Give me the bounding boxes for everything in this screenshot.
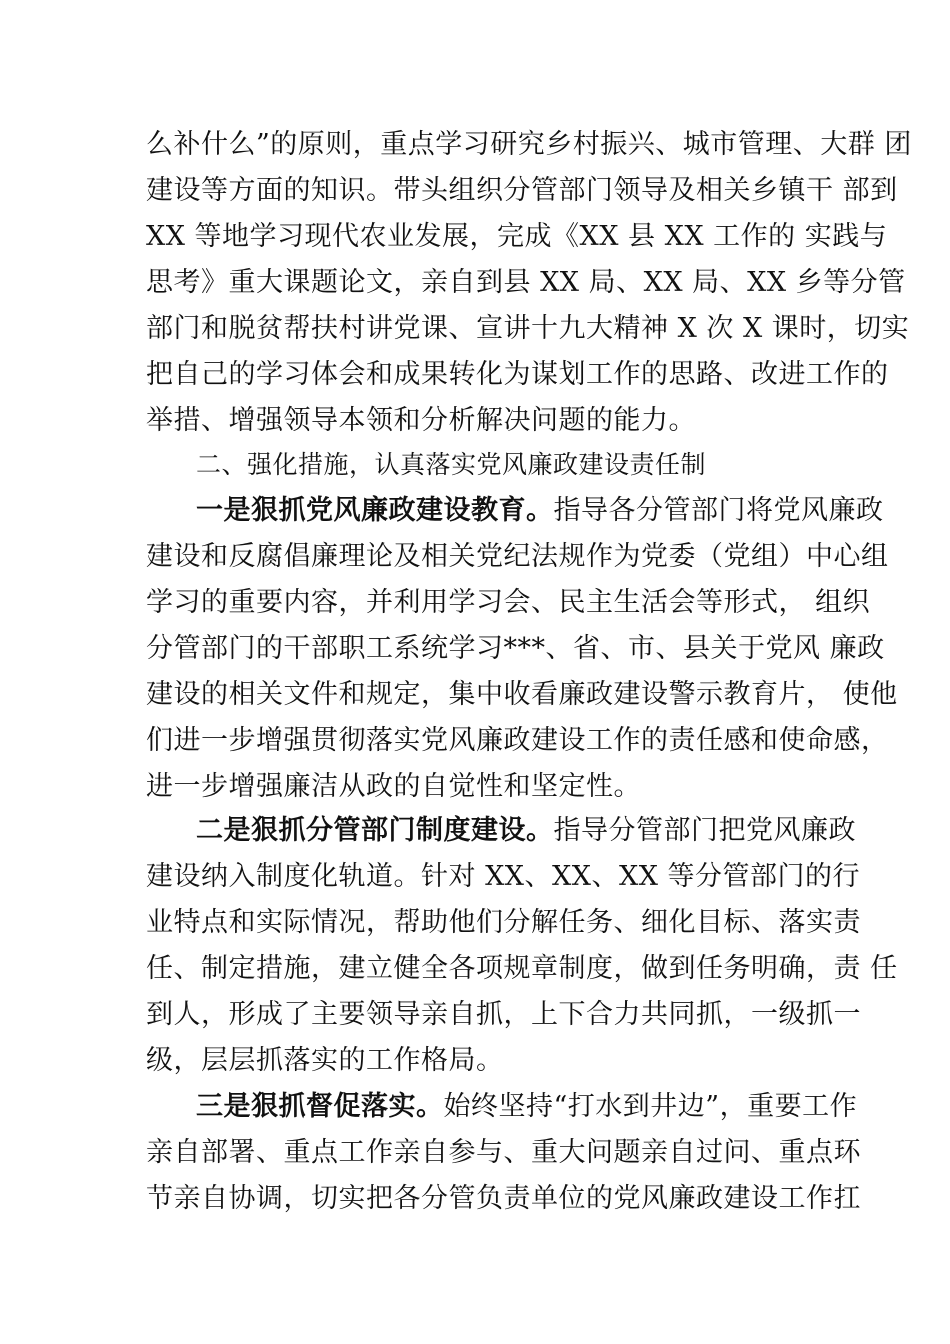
paragraph-line: 建设的相关文件和规定，集中收看廉政建设警示教育片， 使他 [146,679,898,710]
item3-first-rest: 始终坚持“打水到井边”，重要工作 [443,1091,858,1122]
paragraph-line: 到人，形成了主要领导亲自抓，上下合力共同抓，一级抓一 [146,999,861,1030]
paragraph-line: 级，层层抓落实的工作格局。 [146,1045,504,1076]
paragraph-line: 举措、增强领导本领和分析解决问题的能力。 [146,405,696,436]
paragraph-line: 建设和反腐倡廉理论及相关党纪法规作为党委（党组）中心组 [146,541,889,572]
item1-lead: 一是狠抓党风廉政建设教育。 [196,495,554,526]
paragraph-line: 们进一步增强贯彻落实党风廉政建设工作的责任感和使命感， [146,725,889,756]
item1-first-rest: 指导各分管部门将党风廉政 [553,495,884,526]
paragraph-line: XX 等地学习现代农业发展，完成《XX 县 XX 工作的 实践与 [146,221,888,252]
item2-first-rest: 指导分管部门把党风廉政 [553,815,856,846]
paragraph-line: 业特点和实际情况，帮助他们分解任务、细化目标、落实责 [146,907,861,938]
paragraph-line: 把自己的学习体会和成果转化为谋划工作的思路、改进工作的 [146,359,889,390]
item2-first-line [196,812,856,850]
paragraph-line: 学习的重要内容，并利用学习会、民主生活会等形式， 组织 [146,587,871,618]
paragraph-line: 建设等方面的知识。带头组织分管部门领导及相关乡镇干 部到 [146,175,898,206]
item3-lead: 三是狠抓督促落实。 [196,1091,444,1122]
paragraph-line: 建设纳入制度化轨道。针对 XX、XX、XX 等分管部门的行 [146,861,860,892]
paragraph-line: 思考》重大课题论文，亲自到县 XX 局、XX 局、XX 乡等分管 [146,267,906,298]
paragraph-line: 部门和脱贫帮扶村讲党课、宣讲十九大精神 X 次 X 课时，切实 [146,313,910,344]
item2-lead: 二是狠抓分管部门制度建设。 [196,815,554,846]
paragraph-line: 任、制定措施，建立健全各项规章制度，做到任务明确，责 任 [146,953,898,984]
paragraph-line: 节亲自协调，切实把各分管负责单位的党风廉政建设工作扛 [146,1183,861,1214]
item3-first-line [196,1088,857,1126]
paragraph-line: 分管部门的干部职工系统学习***、省、市、县关于党风 廉政 [146,633,885,664]
paragraph-line: 进一步增强廉洁从政的自觉性和坚定性。 [146,771,641,802]
item1-first-line [196,492,884,530]
section-heading: 二、强化措施，认真落实党风廉政建设责任制 [196,450,707,479]
paragraph-line: 么补什么”的原则，重点学习研究乡村振兴、城市管理、大群 团 [146,129,912,160]
paragraph-line: 亲自部署、重点工作亲自参与、重大问题亲自过问、重点环 [146,1137,861,1168]
